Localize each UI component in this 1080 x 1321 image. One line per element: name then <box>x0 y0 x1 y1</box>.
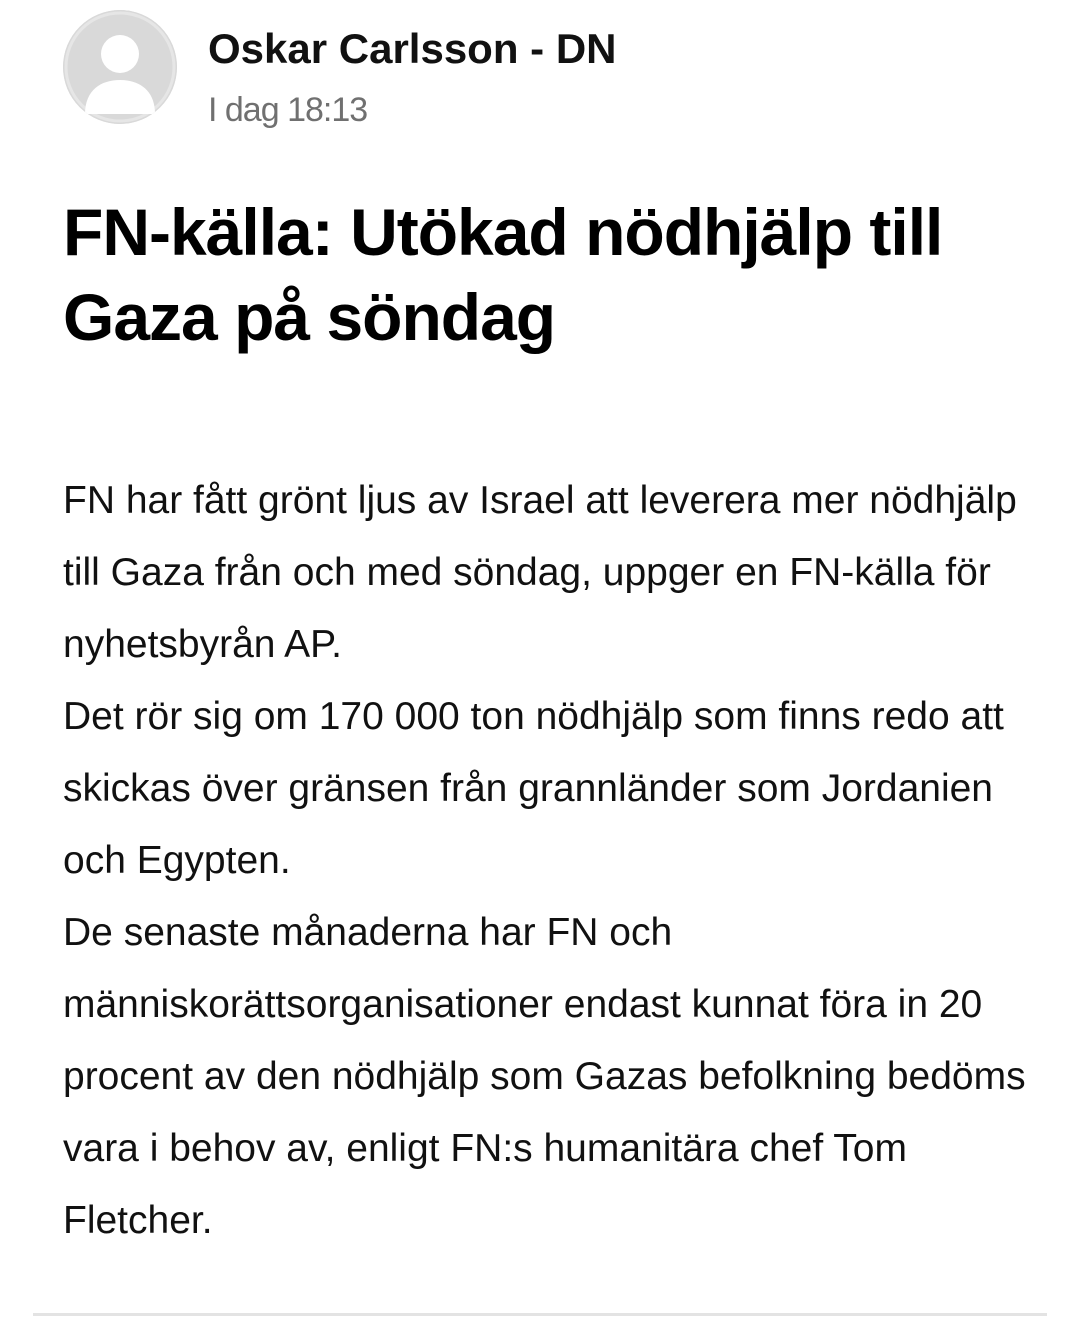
article-paragraph: Det rör sig om 170 000 ton nödhjälp som finns redo att skickas över gränsen från grannländer som Jordanien och Egypten. <box>63 695 1004 882</box>
post-timestamp: I dag 18:13 <box>208 91 368 129</box>
user-avatar-icon <box>63 10 177 124</box>
author-name[interactable]: Oskar Carlsson - DN <box>208 25 617 72</box>
author-header <box>63 10 1023 129</box>
divider <box>33 1313 1047 1316</box>
article-paragraph: FN har fått grönt ljus av Israel att leverera mer nödhjälp till Gaza från och med söndag, uppger en FN-källa för nyhetsbyrån AP. <box>63 479 1017 666</box>
article-paragraph: De senaste månaderna har FN och människorättsorganisationer endast kunnat föra in 20 procent av den nödhjälp som Gazas befolkning bedöms vara i behov av, enligt FN:s humanitära chef Tom Fletcher. <box>63 911 1026 1242</box>
article-headline: FN-källa: Utökad nödhjälp till Gaza på söndag <box>63 195 943 354</box>
avatar[interactable] <box>63 10 177 124</box>
article-body <box>63 465 1038 1257</box>
